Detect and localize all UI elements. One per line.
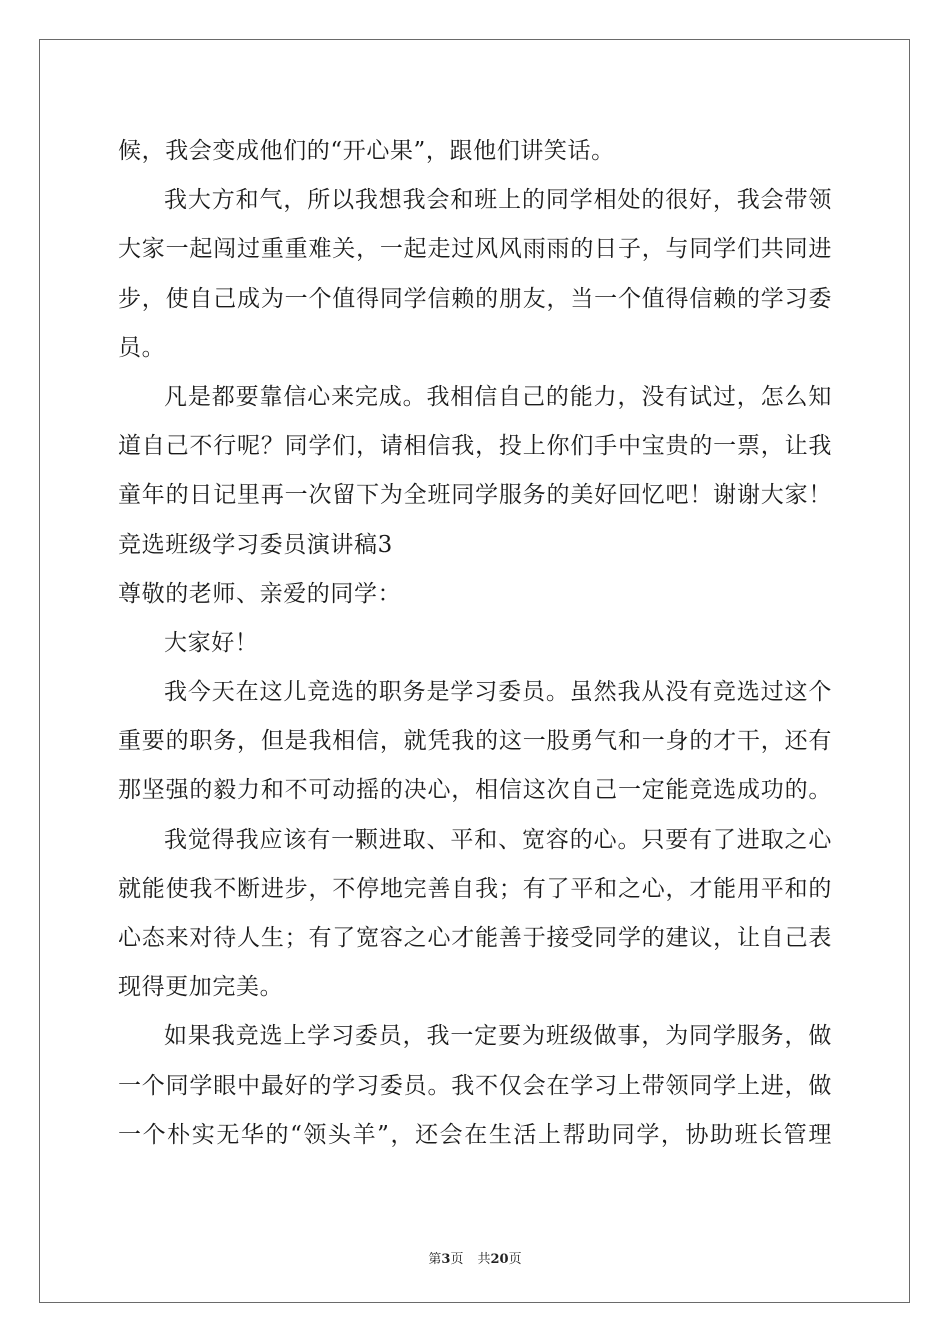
text-line: 重要的职务，但是我相信，就凭我的这一股勇气和一身的才干，还有 [118, 728, 832, 755]
text-line: 我觉得我应该有一颗进取、平和、宽容的心。只要有了进取之心 [164, 826, 832, 853]
total-pages: 20 [490, 1252, 509, 1267]
total-prefix: 共 [477, 1252, 491, 1267]
text-line: 我大方和气，所以我想我会和班上的同学相处的很好，我会带领 [164, 187, 832, 214]
text-line: 一个朴实无华的“领头羊”，还会在生活上帮助同学，协助班长管理 [118, 1121, 832, 1148]
text-line: 道自己不行呢？同学们，请相信我，投上你们手中宝贵的一票，让我 [118, 433, 832, 460]
text-line: 大家好！ [164, 629, 259, 656]
text-line: 步，使自己成为一个值得同学信赖的朋友，当一个值得信赖的学习委 [118, 285, 832, 312]
text-line: 现得更加完美。 [118, 974, 284, 1001]
text-line: 心态来对待人生；有了宽容之心才能善于接受同学的建议，让自己表 [118, 925, 832, 951]
text-line: 一个同学眼中最好的学习委员。我不仅会在学习上带领同学上进，做 [118, 1072, 832, 1099]
text-line: 员。 [118, 334, 166, 361]
text-line: 大家一起闯过重重难关，一起走过风风雨雨的日子，与同学们共同进 [118, 236, 832, 263]
text-line: 候，我会变成他们的“开心果”，跟他们讲笑话。 [118, 138, 615, 164]
text-line: 竞选班级学习委员演讲稿3 [118, 531, 393, 558]
text-line: 那坚强的毅力和不可动摇的决心，相信这次自己一定能竞选成功的。 [118, 777, 832, 804]
text-line: 凡是都要靠信心来完成。我相信自己的能力，没有试过，怎么知 [164, 383, 832, 410]
page-suffix: 页 [450, 1252, 464, 1267]
text-line: 如果我竞选上学习委员，我一定要为班级做事，为同学服务，做 [164, 1023, 832, 1050]
page-number: 3 [441, 1252, 451, 1267]
document-body [118, 127, 832, 1160]
page-prefix: 第 [428, 1252, 442, 1267]
text-line: 就能使我不断进步，不停地完善自我；有了平和之心，才能用平和的 [118, 875, 832, 902]
text-line: 尊敬的老师、亲爱的同学： [118, 580, 402, 607]
total-suffix: 页 [508, 1252, 522, 1267]
text-line: 童年的日记里再一次留下为全班同学服务的美好回忆吧！谢谢大家！ [118, 482, 832, 509]
page-footer [0, 1248, 950, 1267]
text-line: 我今天在这儿竞选的职务是学习委员。虽然我从没有竞选过这个 [164, 679, 832, 706]
